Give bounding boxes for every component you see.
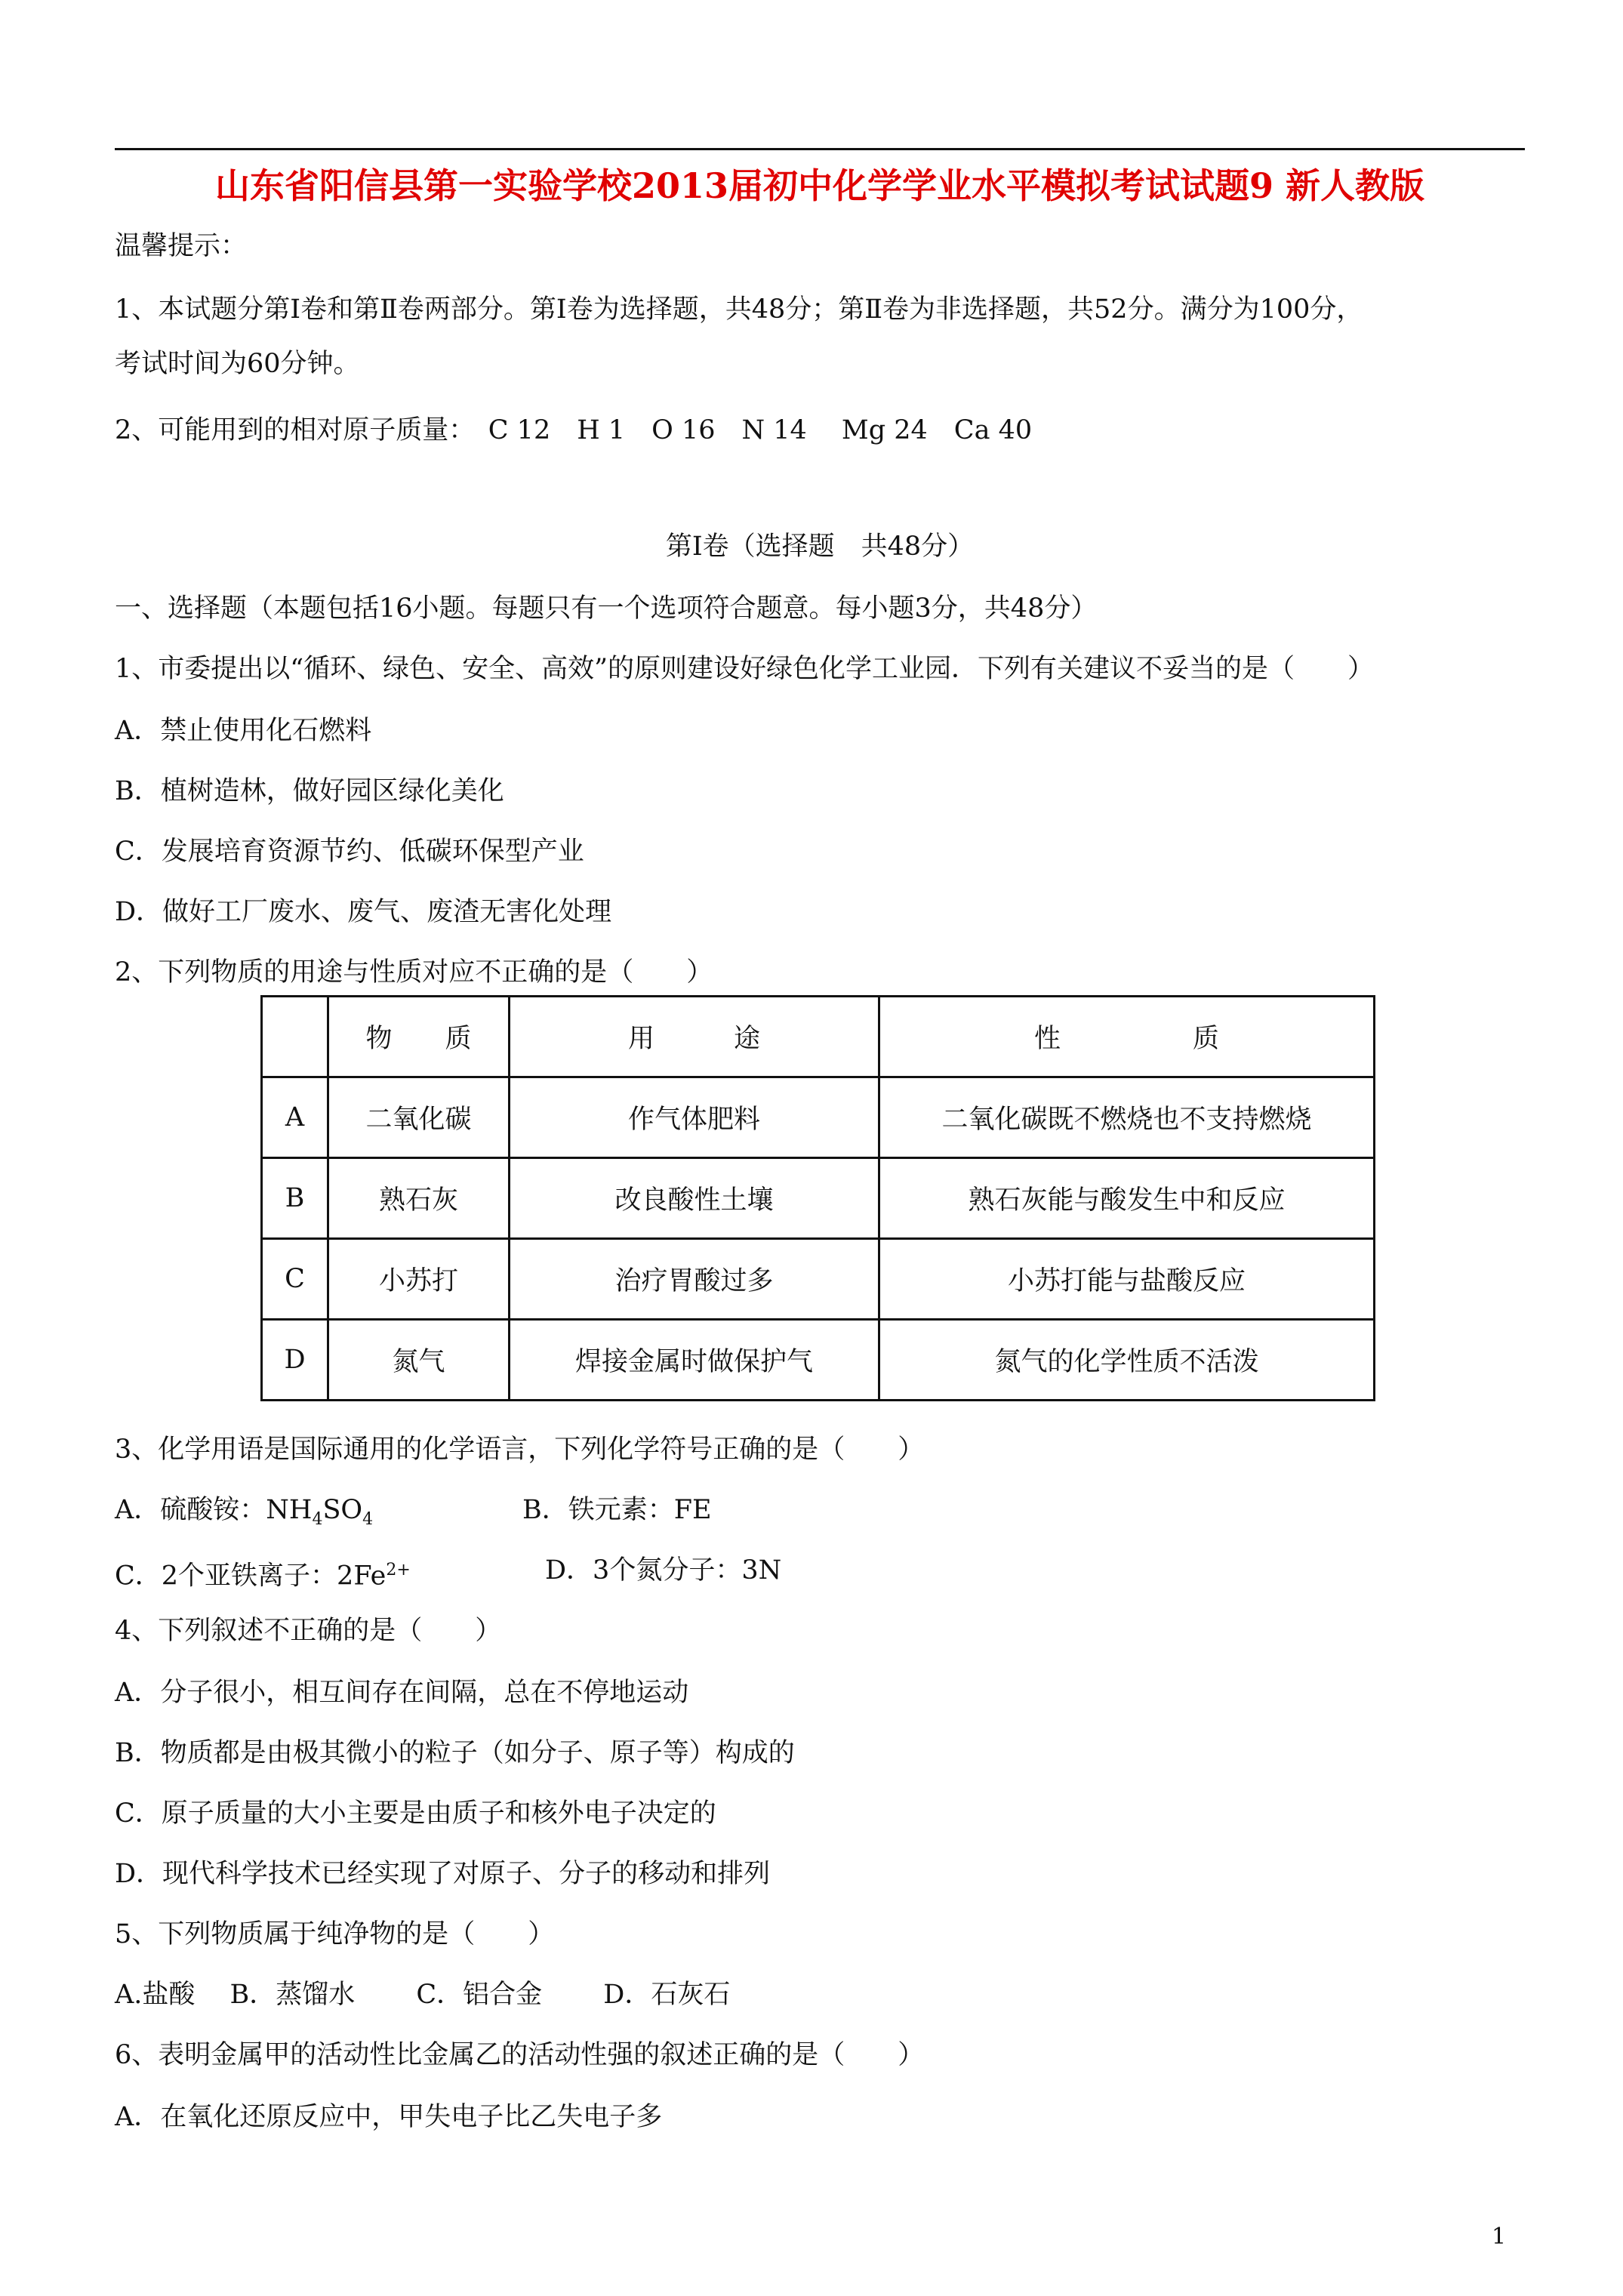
- table-cell: 氮气: [328, 1320, 510, 1401]
- table-cell: 二氧化碳既不燃烧也不支持燃烧: [879, 1077, 1375, 1158]
- table-cell: 改良酸性土壤: [510, 1158, 879, 1239]
- tips-heading: 温馨提示：: [115, 231, 248, 261]
- q6-stem: 6、表明金属甲的活动性比金属乙的活动性强的叙述正确的是（ ）: [115, 2040, 925, 2070]
- tips-line-1b: 考试时间为60分钟。: [115, 349, 360, 379]
- q4-stem: 4、下列叙述不正确的是（ ）: [115, 1616, 502, 1646]
- q1-stem: 1、市委提出以“循环、绿色、安全、高效”的原则建设好绿色化学工业园．下列有关建议不妥当的是（ ）: [115, 654, 1375, 684]
- tips-line-2: 2、可能用到的相对原子质量： C 12 H 1 O 16 N 14 Mg 24 Ca 40: [115, 415, 1033, 445]
- q1-option-a: A．禁止使用化石燃料: [115, 716, 372, 746]
- q6-option-a: A．在氧化还原反应中，甲失电子比乙失电子多: [115, 2102, 663, 2132]
- table-row: [262, 1320, 1375, 1401]
- table-cell: B: [262, 1158, 328, 1239]
- table-cell: 熟石灰: [328, 1158, 510, 1239]
- table-cell: A: [262, 1077, 328, 1158]
- q3-option-a-text: A．硫酸铵：NH: [115, 1495, 313, 1525]
- table-cell: C: [262, 1239, 328, 1320]
- q4-option-c: C．原子质量的大小主要是由质子和核外电子决定的: [115, 1798, 716, 1829]
- table-cell: 氮气的化学性质不活泼: [879, 1320, 1375, 1401]
- q4-option-b: B．物质都是由极其微小的粒子（如分子、原子等）构成的: [115, 1738, 795, 1768]
- q3-option-c-superscript: 2+: [386, 1561, 411, 1579]
- table-cell: 小苏打能与盐酸反应: [879, 1239, 1375, 1320]
- q3-option-a-text: SO: [322, 1495, 363, 1525]
- q1-option-b: B．植树造林，做好园区绿化美化: [115, 776, 504, 806]
- page-number: 1: [1492, 2224, 1507, 2250]
- q3-option-a: [115, 1492, 373, 1538]
- q1-option-c: C．发展培育资源节约、低碳环保型产业: [115, 837, 584, 867]
- exam-title: 山东省阳信县第一实验学校2013届初中化学学业水平模拟考试试题9 新人教版: [214, 165, 1425, 206]
- table-cell: 作气体肥料: [510, 1077, 879, 1158]
- table-header-cell: 用 途: [510, 997, 879, 1077]
- table-row: [262, 1077, 1375, 1158]
- table-cell: 熟石灰能与酸发生中和反应: [879, 1158, 1375, 1239]
- q5-options: A.盐酸 B．蒸馏水 C．铝合金 D．石灰石: [115, 1980, 731, 2010]
- q3-option-a-subscript: 4: [312, 1510, 323, 1529]
- table-header-cell: [262, 997, 328, 1077]
- section-instructions: 一、选择题（本题包括16小题。每题只有一个选项符合题意。每小题3分，共48分）: [115, 593, 1098, 624]
- q4-option-d: D．现代科学技术已经实现了对原子、分子的移动和排列: [115, 1859, 771, 1889]
- q3-option-c: [115, 1552, 411, 1595]
- q3-option-a-subscript: 4: [362, 1510, 374, 1529]
- table-row: [262, 1239, 1375, 1320]
- q5-stem: 5、下列物质属于纯净物的是（ ）: [115, 1919, 555, 1949]
- table-cell: D: [262, 1320, 328, 1401]
- table-cell: 焊接金属时做保护气: [510, 1320, 879, 1401]
- table-cell: 二氧化碳: [328, 1077, 510, 1158]
- tips-line-1: 1、本试题分第Ⅰ卷和第Ⅱ卷两部分。第Ⅰ卷为选择题，共48分；第Ⅱ卷为非选择题，共52分。满分为100分，: [115, 294, 1363, 325]
- table-cell: 小苏打: [328, 1239, 510, 1320]
- q2-stem: 2、下列物质的用途与性质对应不正确的是（ ）: [115, 957, 713, 988]
- q3-option-d: D．3个氮分子：3N: [545, 1555, 782, 1586]
- table-header-cell: 性 质: [879, 997, 1375, 1077]
- table-header-cell: 物 质: [328, 997, 510, 1077]
- q1-option-d: D．做好工厂废水、废气、废渣无害化处理: [115, 897, 612, 927]
- q2-table: [260, 995, 1375, 1401]
- top-rule: [115, 148, 1525, 150]
- table-cell: 治疗胃酸过多: [510, 1239, 879, 1320]
- q3-stem: 3、化学用语是国际通用的化学语言，下列化学符号正确的是（ ）: [115, 1435, 925, 1465]
- q4-option-a: A．分子很小，相互间存在间隔，总在不停地运动: [115, 1678, 689, 1708]
- table-header-row: [262, 997, 1375, 1077]
- table-row: [262, 1158, 1375, 1239]
- q3-option-c-text: C．2个亚铁离子：2Fe: [115, 1561, 387, 1592]
- section-title: 第Ⅰ卷（选择题 共48分）: [665, 532, 975, 562]
- q3-option-b: B．铁元素：FE: [522, 1495, 712, 1525]
